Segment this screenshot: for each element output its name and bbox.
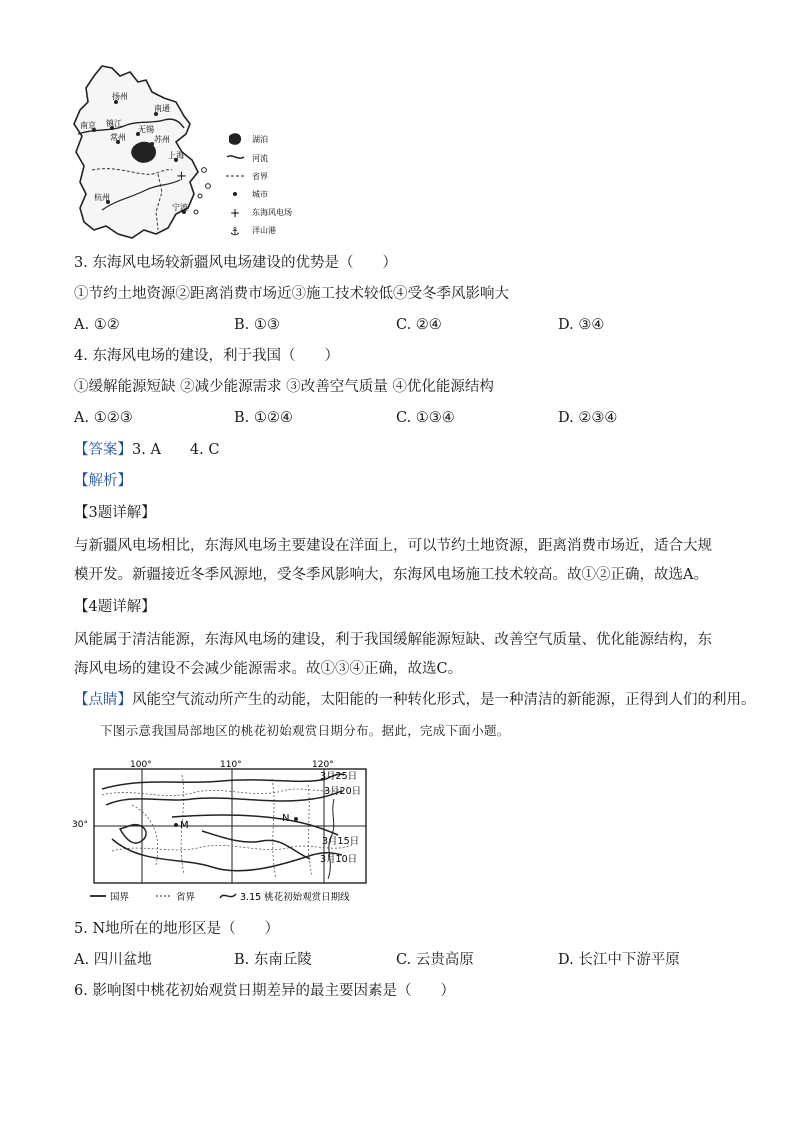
port-legend-icon: ⚓ (230, 225, 240, 238)
city-label: 常州 (110, 133, 126, 142)
q3-items: ①节约土地资源②距离消费市场近③施工技术较低④受冬季风影响大 (74, 286, 509, 302)
q5-option-c[interactable]: C. 云贵高原 (396, 952, 474, 968)
svg-text:省界: 省界 (252, 172, 268, 181)
lon-label: 110° (220, 760, 242, 770)
svg-text:3.15 桃花初始观赏日期线: 3.15 桃花初始观赏日期线 (240, 892, 350, 903)
answer-text: 3. A 4. C (132, 442, 220, 458)
city-label: 扬州 (112, 92, 128, 101)
svg-text:国界: 国界 (110, 892, 130, 903)
svg-text:省界: 省界 (176, 892, 196, 903)
tip-tag: 【点睛】 (74, 692, 132, 708)
intro-text: 下图示意我国局部地区的桃花初始观赏日期分布。据此，完成下面小题。 (100, 723, 510, 738)
date-label: 3月25日 (320, 771, 358, 782)
q3-stem: 3. 东海风电场较新疆风电场建设的优势是（ ） (74, 255, 397, 271)
delta-map (72, 62, 292, 244)
wind-farm-legend-icon: + (230, 206, 241, 220)
detail4-text: 风能属于清洁能源，东海风电场的建设，利于我国缓解能源短缺、改善空气质量、优化能源结构，东海风电场的建设不会减少能源需求。故①③④正确，故选C。 (74, 632, 712, 677)
tip-line (74, 690, 756, 710)
analysis-tag: 【解析】 (74, 473, 132, 489)
date-label: 3月10日 (320, 854, 358, 865)
peach-blossom-map (72, 755, 372, 907)
city-label: 无锡 (138, 125, 154, 134)
city-label: 苏州 (154, 135, 170, 144)
city-label: 宁波 (172, 203, 188, 212)
q3-option-d[interactable]: D. ③④ (558, 317, 605, 333)
q6-stem: 6. 影响图中桃花初始观赏日期差异的最主要因素是（ ） (74, 983, 455, 999)
point-n-label: N (282, 813, 290, 824)
svg-text:东海风电场: 东海风电场 (252, 208, 292, 217)
date-label: 3月15日 (322, 836, 360, 847)
city-label: 上海 (168, 151, 184, 160)
q5-option-a[interactable]: A. 四川盆地 (74, 952, 152, 968)
svg-text:城市: 城市 (252, 190, 268, 199)
tip-text: 风能空气流动所产生的动能，太阳能的一种转化形式，是一种清洁的新能源，正得到人们的利用。 (132, 692, 756, 708)
q3-option-b[interactable]: B. ①③ (234, 317, 280, 333)
point-m-label: M (180, 820, 189, 831)
lon-label: 100° (130, 760, 152, 770)
svg-text:湖泊: 湖泊 (252, 135, 268, 144)
city-label: 杭州 (94, 193, 110, 202)
peach-map-legend (90, 891, 350, 903)
q3-option-c[interactable]: C. ②④ (396, 317, 442, 333)
point-n (294, 817, 298, 821)
svg-text:河流: 河流 (252, 154, 268, 163)
city-label: 镇江 (106, 119, 122, 128)
q4-items: ①缓解能源短缺 ②减少能源需求 ③改善空气质量 ④优化能源结构 (74, 379, 494, 395)
answer-line (74, 440, 219, 460)
city-label: 南京 (80, 121, 96, 130)
q4-option-d[interactable]: D. ②③④ (558, 410, 618, 426)
q5-option-d[interactable]: D. 长江中下游平原 (558, 952, 680, 968)
wind-farm-icon: + (176, 169, 187, 184)
date-label: 3月20日 (324, 786, 362, 797)
lat-label: 30° (72, 820, 88, 830)
q5-option-b[interactable]: B. 东南丘陵 (234, 952, 312, 968)
q5-stem: 5. N地所在的地形区是（ ） (74, 921, 280, 937)
river-legend-icon (227, 156, 244, 158)
city-label: 南通 (154, 104, 170, 113)
point-m (174, 823, 178, 827)
detail3-tag: 【3题详解】 (74, 505, 156, 521)
svg-text:洋山港: 洋山港 (252, 226, 276, 235)
detail3-text: 与新疆风电场相比，东海风电场主要建设在洋面上，可以节约土地资源，距离消费市场近，适合大规模开发。新疆接近冬季风源地，受冬季风影响大，东海风电场施工技术较高。故①②正确，故选A。 (74, 538, 712, 583)
delta-map-legend (226, 133, 292, 238)
lake-legend-icon (229, 133, 241, 145)
isoline-legend-icon (220, 894, 236, 898)
lon-label: 120° (312, 760, 334, 770)
q4-option-a[interactable]: A. ①②③ (74, 410, 133, 426)
answer-tag: 【答案】 (74, 442, 132, 458)
q4-stem: 4. 东海风电场的建设，利于我国（ ） (74, 348, 339, 364)
q4-option-b[interactable]: B. ①②④ (234, 410, 293, 426)
city-legend-icon (233, 192, 237, 196)
q3-option-a[interactable]: A. ①② (74, 317, 120, 333)
detail4-tag: 【4题详解】 (74, 599, 156, 615)
q4-option-c[interactable]: C. ①③④ (396, 410, 455, 426)
